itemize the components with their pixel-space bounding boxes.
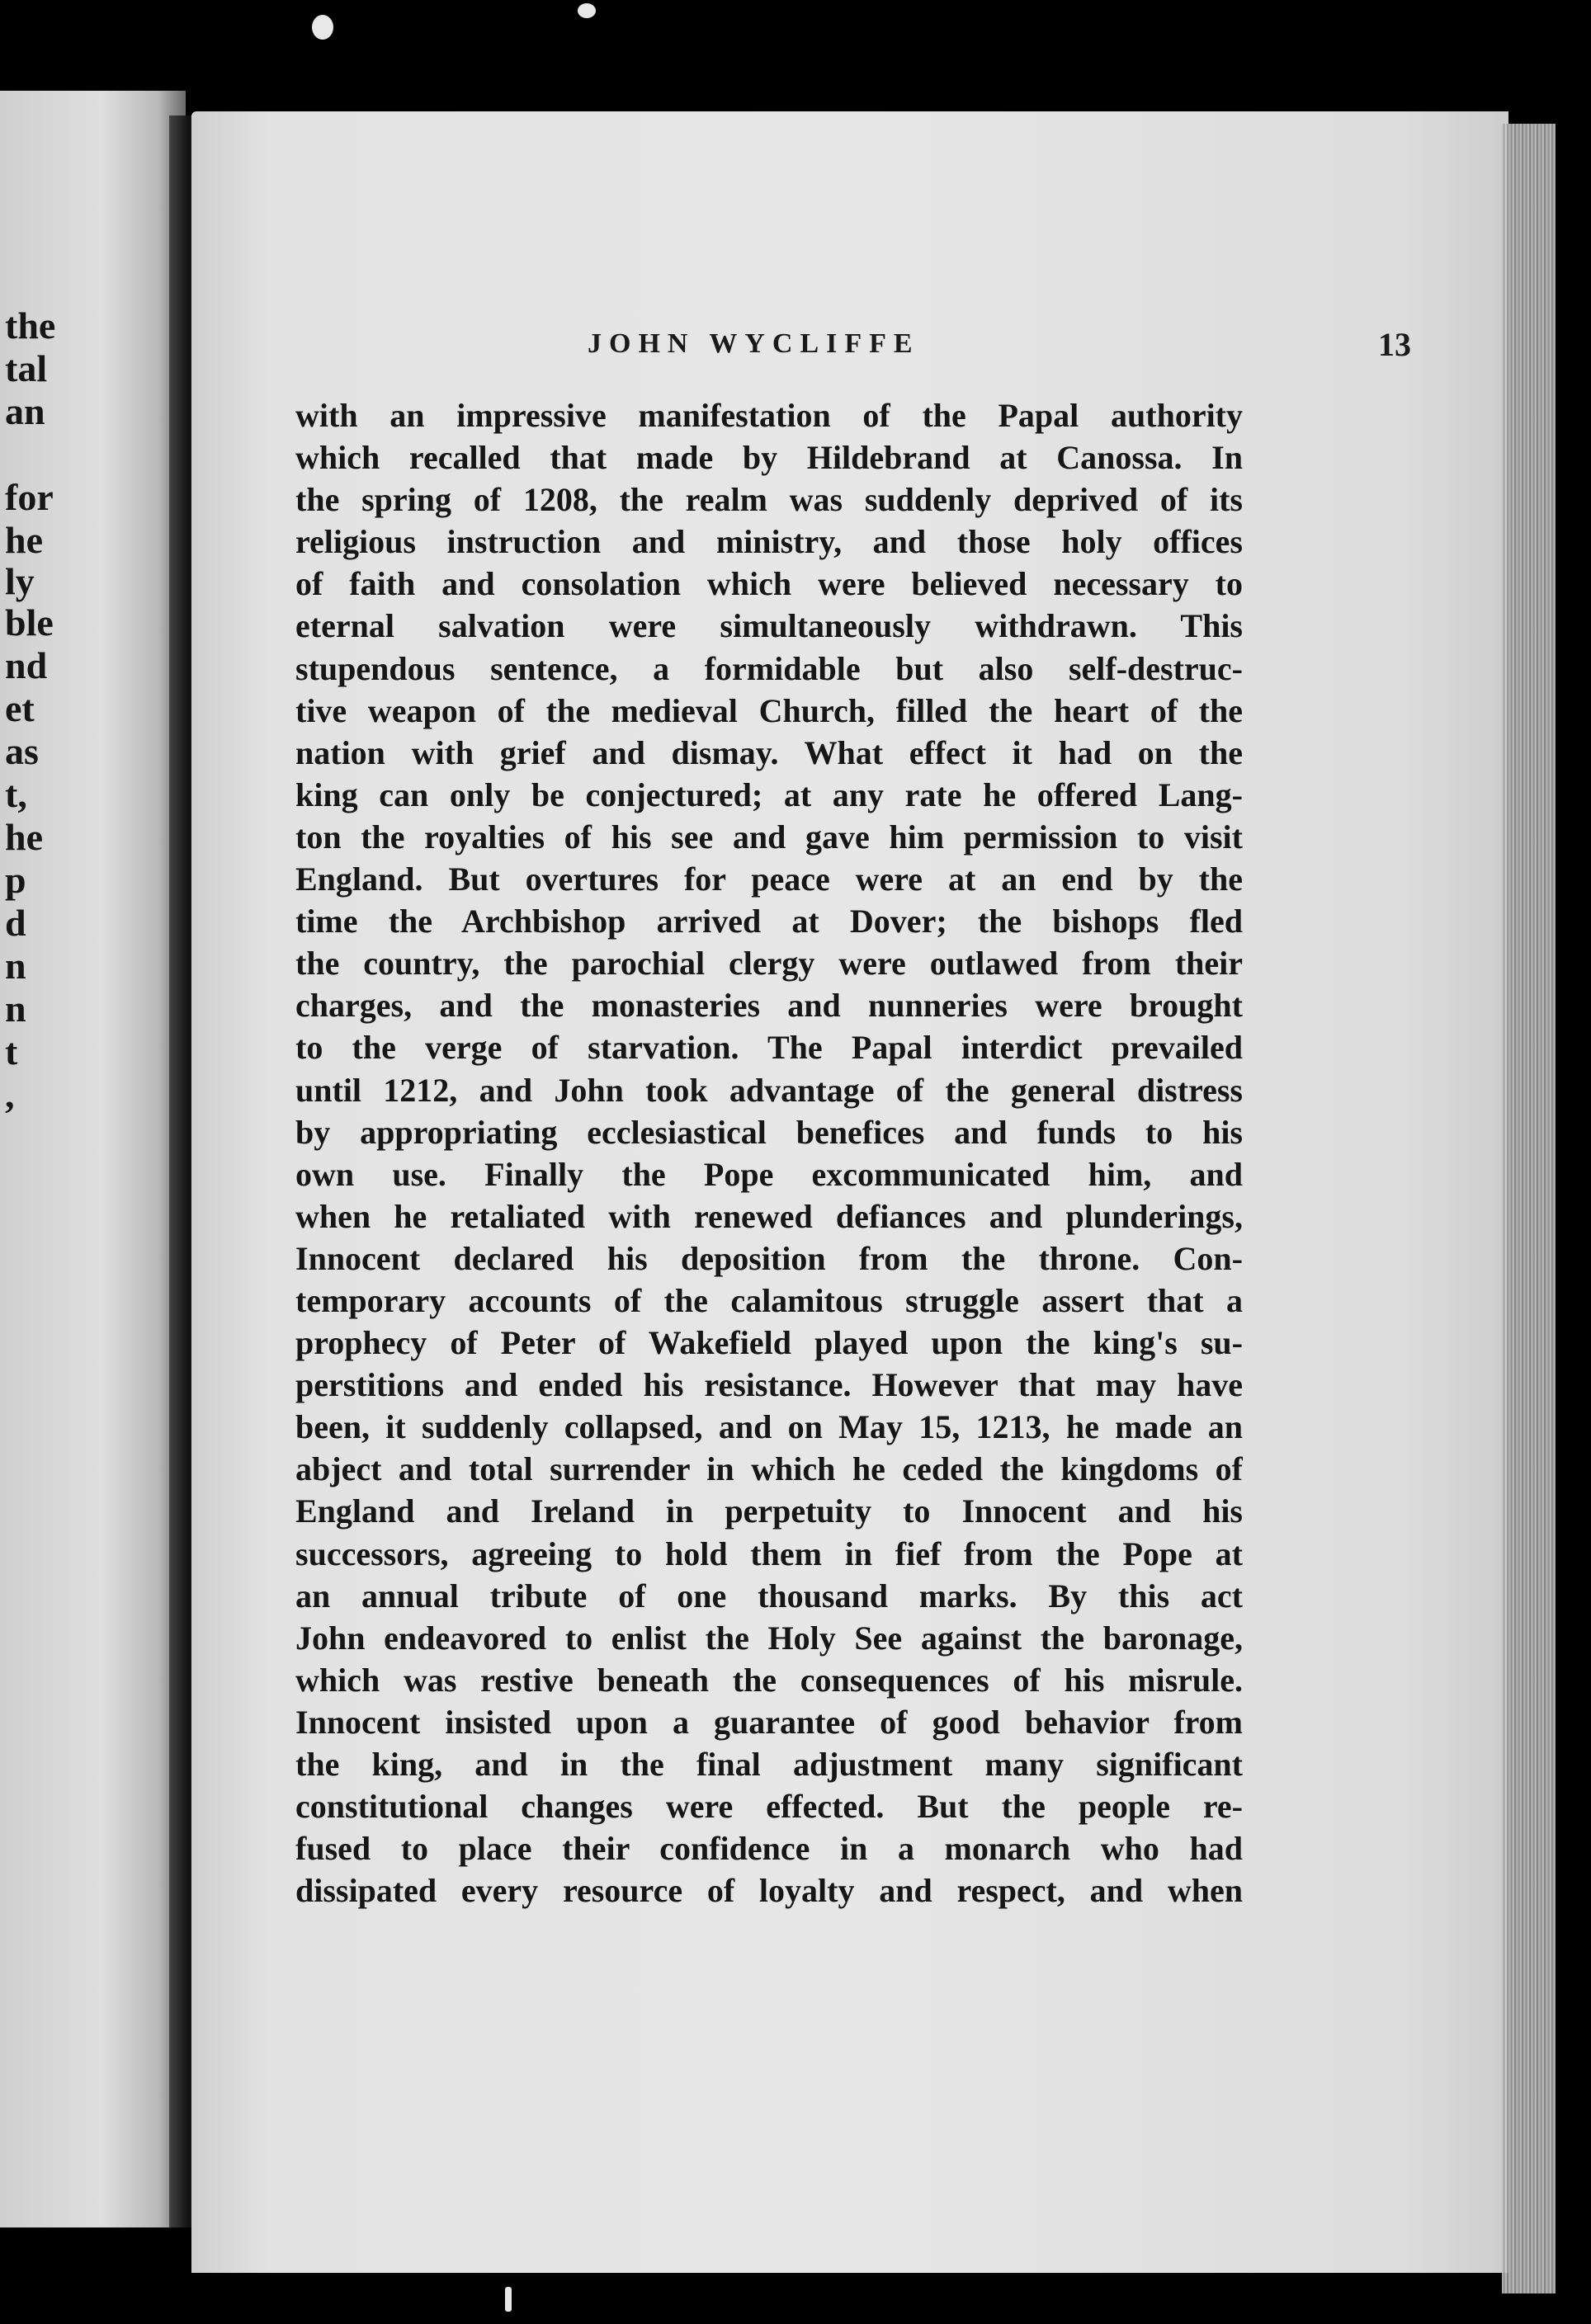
text-line: nation with grief and dismay. What effect it had on the — [295, 733, 1243, 771]
left-page-fragment: n — [5, 945, 26, 987]
left-page-fragment: an — [5, 390, 45, 432]
left-page-fragment: as — [5, 730, 39, 772]
text-line: dissipated every resource of loyalty and respect, and when — [295, 1872, 1243, 1910]
text-line: ton the royalties of his see and gave him permission to visit — [295, 818, 1243, 856]
left-page-fragment: t — [5, 1030, 18, 1072]
text-line: stupendous sentence, a formidable but also self-destruc- — [295, 649, 1243, 687]
text-line: an annual tribute of one thousand marks. By this act — [295, 1577, 1243, 1615]
left-page-fragment: , — [5, 1073, 15, 1115]
left-page-fragment: n — [5, 988, 26, 1030]
text-line: fused to place their confidence in a monarch who had — [295, 1830, 1243, 1868]
text-line: prophecy of Peter of Wakefield played upon the king's su- — [295, 1324, 1243, 1362]
left-page-fragment: for — [5, 476, 54, 518]
text-line: which recalled that made by Hildebrand at Canossa. In — [295, 439, 1243, 477]
left-page-fragment: he — [5, 816, 43, 858]
left-page-fragment: t, — [5, 773, 27, 815]
text-line: been, it suddenly collapsed, and on May 15, 1213, he made an — [295, 1408, 1243, 1446]
text-line: with an impressive manifestation of the Papal authority — [295, 397, 1243, 434]
text-line: own use. Finally the Pope excommunicated him, and — [295, 1155, 1243, 1193]
dust-speck — [578, 3, 596, 18]
text-line: the king, and in the final adjustment many significant — [295, 1746, 1243, 1783]
left-page-fragment: et — [5, 687, 35, 729]
text-line: constitutional changes were effected. But the people re- — [295, 1788, 1243, 1826]
text-line: to the verge of starvation. The Papal interdict prevailed — [295, 1029, 1243, 1067]
left-page-fragment: p — [5, 859, 26, 901]
text-line: Innocent declared his deposition from the throne. Con- — [295, 1239, 1243, 1277]
text-line: the spring of 1208, the realm was suddenly deprived of its — [295, 481, 1243, 519]
text-line: abject and total surrender in which he ceded the kingdoms of — [295, 1450, 1243, 1488]
text-line: England and Ireland in perpetuity to Innocent and his — [295, 1492, 1243, 1530]
text-line: time the Archbishop arrived at Dover; the bishops fled — [295, 903, 1243, 940]
left-page-fragment: ble — [5, 601, 54, 643]
text-line: charges, and the monasteries and nunneries were brought — [295, 987, 1243, 1025]
text-line: perstitions and ended his resistance. However that may have — [295, 1366, 1243, 1404]
left-page-fragment: nd — [5, 644, 48, 686]
page-edges — [1502, 124, 1556, 2293]
text-line: religious instruction and ministry, and those holy offices — [295, 523, 1243, 561]
left-facing-page — [0, 91, 186, 2227]
running-head — [191, 328, 1508, 365]
dust-speck — [312, 15, 333, 40]
text-line: John endeavored to enlist the Holy See against the baronage, — [295, 1619, 1243, 1657]
text-line: tive weapon of the medieval Church, filled the heart of the — [295, 691, 1243, 729]
text-line: eternal salvation were simultaneously withdrawn. This — [295, 607, 1243, 645]
left-page-fragment: ly — [5, 560, 35, 602]
text-line: successors, agreeing to hold them in fief from the Pope at — [295, 1534, 1243, 1572]
body-text — [295, 394, 1243, 1912]
text-line: until 1212, and John took advantage of the general distress — [295, 1071, 1243, 1109]
left-page-fragment: d — [5, 902, 26, 944]
left-page-fragment: the — [5, 304, 56, 346]
text-line: king can only be conjectured; at any rate he offered Lang- — [295, 775, 1243, 813]
left-page-fragment: tal — [5, 347, 48, 389]
text-line: of faith and consolation which were believed necessary to — [295, 565, 1243, 603]
page-number: 13 — [1378, 326, 1411, 363]
text-line: Innocent insisted upon a guarantee of good behavior from — [295, 1703, 1243, 1741]
text-line: which was restive beneath the consequences of his misrule. — [295, 1661, 1243, 1699]
text-line: temporary accounts of the calamitous struggle assert that a — [295, 1281, 1243, 1319]
dust-speck — [505, 2287, 512, 2312]
text-line: the country, the parochial clergy were outlawed from their — [295, 945, 1243, 983]
text-line: when he retaliated with renewed defiances and plunderings, — [295, 1197, 1243, 1235]
text-line: England. But overtures for peace were at an end by the — [295, 860, 1243, 898]
text-line: by appropriating ecclesiastical benefices and funds to his — [295, 1113, 1243, 1151]
left-page-fragment: he — [5, 519, 43, 561]
running-head-title: JOHN WYCLIFFE — [588, 328, 920, 359]
